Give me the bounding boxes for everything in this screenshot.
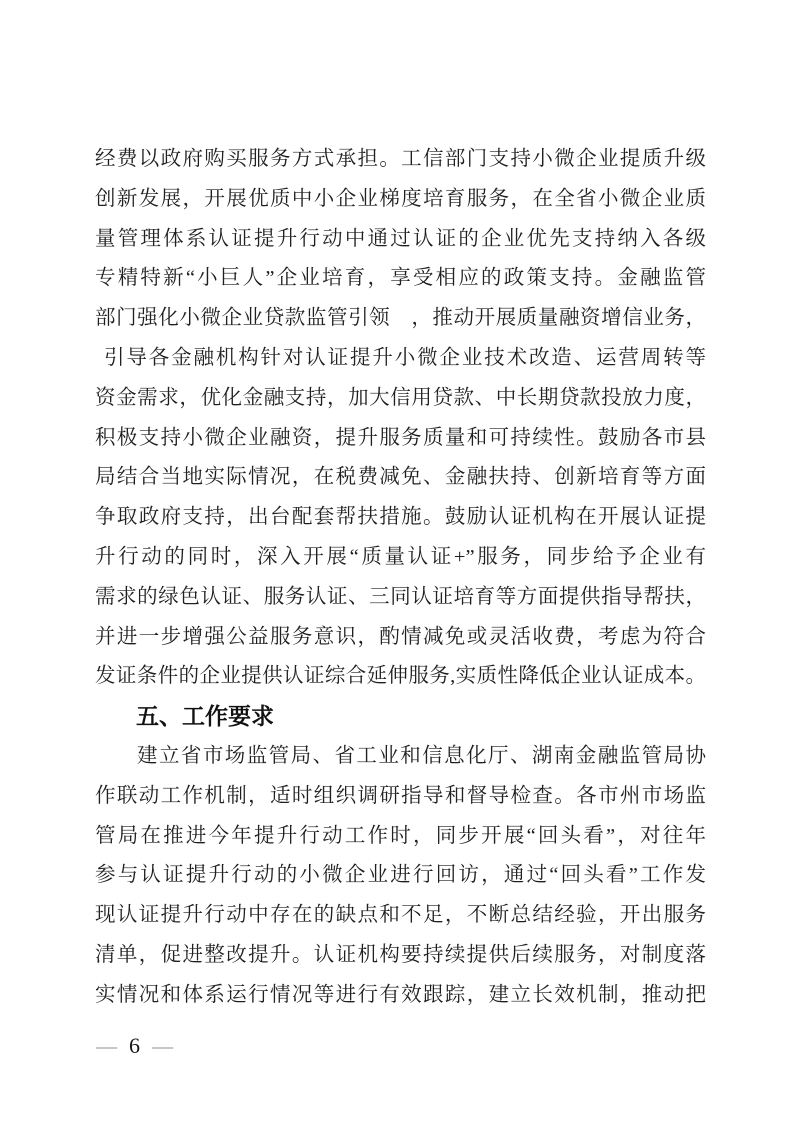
body-text-line: 作联动工作机制，适时组织调研指导和督导检查。各市州市场监: [95, 784, 706, 807]
body-text-line: 引导各金融机构针对认证提升小微企业技术改造、运营周转等: [104, 346, 706, 369]
footer-dash-left: —: [96, 1034, 117, 1058]
body-text-line: 发证条件的企业提供认证综合延伸服务,实质性降低企业认证成本。: [95, 665, 706, 688]
document-body: [95, 140, 706, 1016]
footer-dash-right: —: [152, 1034, 173, 1058]
body-text-line: 现认证提升行动中存在的缺点和不足，不断总结经验，开出服务: [95, 904, 706, 927]
body-text-line: 部门强化小微企业贷款监管引领 ，推动开展质量融资增信业务，: [95, 307, 706, 330]
body-text-line: 并进一步增强公益服务意识，酌情减免或灵活收费，考虑为符合: [95, 625, 706, 648]
body-text-line: 资金需求，优化金融支持，加大信用贷款、中长期贷款投放力度，: [95, 386, 706, 409]
body-text-line: 参与认证提升行动的小微企业进行回访，通过“回头看”工作发: [95, 864, 706, 887]
body-text-line: 经费以政府购买服务方式承担。工信部门支持小微企业提质升级: [95, 148, 706, 170]
body-text-line: 建立省市场监管局、省工业和信息化厅、湖南金融监管局协: [137, 744, 706, 767]
body-text-line: 创新发展，开展优质中小企业梯度培育服务，在全省小微企业质: [95, 187, 706, 210]
body-text-line: 需求的绿色认证、服务认证、三同认证培育等方面提供指导帮扶，: [95, 585, 706, 608]
body-text-line: 实情况和体系运行情况等进行有效跟踪，建立长效机制，推动把: [95, 983, 706, 1006]
page-footer: [96, 1031, 173, 1061]
body-text-line: 清单，促进整改提升。认证机构要持续提供后续服务，对制度落: [95, 943, 706, 966]
body-text-line: 局结合当地实际情况，在税费减免、金融扶持、创新培育等方面: [95, 466, 706, 489]
section-heading-work-requirements: 五、工作要求: [136, 703, 274, 730]
page-number: 6: [129, 1033, 140, 1058]
body-text-line: 管局在推进今年提升行动工作时，同步开展“回头看”，对往年: [95, 824, 706, 847]
body-text-line: 争取政府支持，出台配套帮扶措施。鼓励认证机构在开展认证提: [95, 506, 706, 529]
body-text-line: 积极支持小微企业融资，提升服务质量和可持续性。鼓励各市县: [95, 426, 706, 449]
body-text-line: 升行动的同时，深入开展“质量认证+”服务，同步给予企业有: [95, 545, 706, 568]
body-text-line: 量管理体系认证提升行动中通过认证的企业优先支持纳入各级: [95, 227, 706, 250]
body-text-line: 专精特新“小巨人”企业培育，享受相应的政策支持。金融监管: [95, 267, 706, 290]
